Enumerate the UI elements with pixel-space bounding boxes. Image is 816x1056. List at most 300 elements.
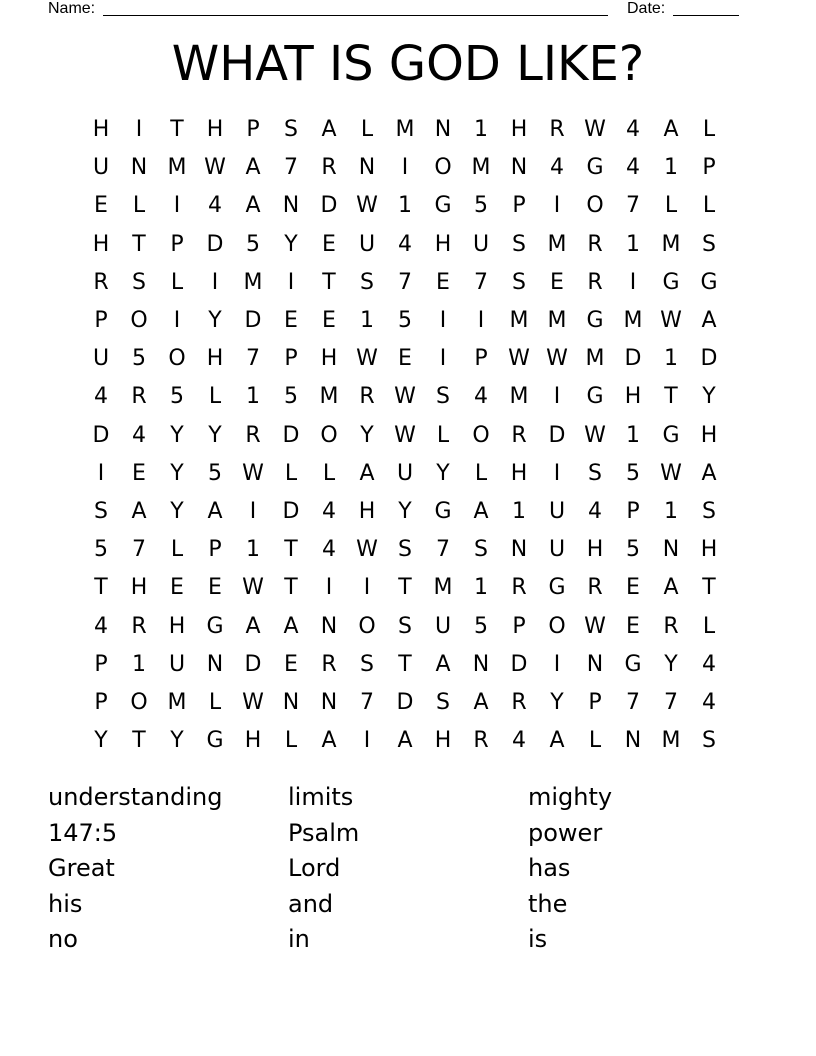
grid-row: [82, 340, 728, 378]
grid-row: [82, 378, 728, 416]
grid-letter: R: [663, 613, 679, 639]
word-list-item: in: [288, 925, 310, 953]
grid-letter: P: [94, 651, 108, 677]
grid-letter: G: [586, 308, 604, 334]
grid-letter: L: [702, 613, 716, 639]
grid-letter: 5: [132, 346, 146, 372]
grid-letter: L: [208, 689, 222, 715]
grid-letter: A: [245, 193, 261, 219]
grid-letter: P: [512, 613, 526, 639]
grid-letter: G: [624, 651, 642, 677]
grid-letter: 4: [208, 193, 222, 219]
grid-letter: N: [358, 155, 376, 181]
word-list-item: mighty: [528, 783, 613, 811]
grid-letter: H: [434, 728, 452, 754]
grid-letter: I: [401, 155, 409, 181]
grid-letter: H: [434, 231, 452, 257]
grid-letter: L: [360, 117, 374, 143]
grid-letter: R: [511, 422, 527, 448]
grid-letter: T: [284, 537, 298, 563]
grid-letter: H: [510, 117, 528, 143]
grid-letter: 7: [132, 537, 146, 563]
grid-letter: 5: [474, 613, 488, 639]
grid-letter: A: [435, 651, 451, 677]
grid-letter: 4: [626, 117, 640, 143]
grid-letter: S: [436, 384, 450, 410]
grid-letter: W: [508, 346, 530, 372]
grid-letter: M: [471, 155, 491, 181]
grid-letter: L: [702, 193, 716, 219]
grid-letter: E: [208, 575, 222, 601]
grid-letter: I: [553, 384, 561, 410]
grid-letter: H: [700, 537, 718, 563]
grid-letter: R: [245, 422, 261, 448]
grid-letter: R: [131, 613, 147, 639]
grid-letter: A: [663, 575, 679, 601]
grid-letter: P: [626, 498, 640, 524]
grid-letter: G: [206, 728, 224, 754]
grid-letter: G: [206, 613, 224, 639]
grid-letter: Y: [170, 728, 184, 754]
grid-letter: S: [512, 269, 526, 295]
word-list-item: the: [528, 889, 568, 918]
grid-letter: 1: [246, 384, 260, 410]
grid-letter: W: [356, 193, 378, 219]
grid-letter: 1: [512, 498, 526, 524]
grid-letter: S: [360, 269, 374, 295]
grid-letter: 1: [474, 575, 488, 601]
grid-letter: N: [472, 651, 490, 677]
grid-letter: I: [325, 575, 333, 601]
grid-letter: R: [93, 269, 109, 295]
grid-letter: E: [170, 575, 184, 601]
grid-letter: L: [664, 193, 678, 219]
grid-letter: O: [320, 422, 338, 448]
grid-letter: I: [629, 269, 637, 295]
grid-letter: P: [208, 537, 222, 563]
word-list-item: is: [528, 925, 548, 953]
grid-letter: 7: [436, 537, 450, 563]
grid-letter: I: [553, 651, 561, 677]
grid-letter: L: [284, 728, 298, 754]
grid-letter: H: [510, 460, 528, 486]
grid-letter: W: [356, 537, 378, 563]
grid-letter: A: [473, 689, 489, 715]
grid-letter: D: [282, 422, 300, 448]
grid-letter: 4: [132, 422, 146, 448]
grid-letter: E: [284, 308, 298, 334]
grid-letter: E: [436, 269, 450, 295]
grid-letter: A: [245, 155, 261, 181]
grid-row: [82, 149, 728, 187]
grid-letter: Y: [398, 498, 412, 524]
grid-letter: R: [473, 728, 489, 754]
word-list-item: his: [48, 889, 83, 918]
grid-letter: O: [130, 308, 148, 334]
grid-letter: D: [624, 346, 642, 372]
grid-letter: H: [92, 231, 110, 257]
grid-letter: N: [510, 155, 528, 181]
grid-letter: Y: [436, 460, 450, 486]
grid-letter: I: [363, 728, 371, 754]
name-blank-line: [103, 0, 608, 16]
grid-letter: H: [92, 117, 110, 143]
grid-letter: D: [244, 308, 262, 334]
grid-letter: 5: [246, 231, 260, 257]
grid-letter: A: [321, 728, 337, 754]
grid-letter: W: [242, 575, 264, 601]
grid-letter: L: [436, 422, 450, 448]
grid-letter: W: [242, 460, 264, 486]
word-list-item: understanding: [48, 783, 223, 811]
grid-letter: A: [207, 498, 223, 524]
grid-letter: R: [511, 689, 527, 715]
grid-letter: M: [623, 308, 643, 334]
grid-letter: M: [243, 269, 263, 295]
word-list-item: 147:5: [48, 818, 118, 847]
grid-letter: N: [434, 117, 452, 143]
grid-letter: R: [131, 384, 147, 410]
grid-letter: I: [439, 346, 447, 372]
grid-letter: 4: [702, 689, 716, 715]
grid-letter: A: [397, 728, 413, 754]
grid-letter: W: [584, 613, 606, 639]
grid-row: [82, 722, 728, 760]
grid-letter: 5: [94, 537, 108, 563]
grid-letter: 4: [512, 728, 526, 754]
grid-letter: R: [321, 155, 337, 181]
grid-letter: S: [588, 460, 602, 486]
grid-letter: P: [588, 689, 602, 715]
grid-letter: S: [474, 537, 488, 563]
grid-letter: T: [398, 651, 412, 677]
grid-letter: I: [439, 308, 447, 334]
grid-letter: I: [553, 193, 561, 219]
grid-letter: R: [321, 651, 337, 677]
grid-letter: P: [170, 231, 184, 257]
grid-letter: H: [586, 537, 604, 563]
grid-letter: E: [132, 460, 146, 486]
grid-letter: G: [586, 155, 604, 181]
grid-letter: U: [92, 346, 110, 372]
grid-letter: 7: [474, 269, 488, 295]
grid-letter: I: [211, 269, 219, 295]
word-list-item: Great: [48, 854, 115, 882]
word-list-item: Psalm: [288, 818, 360, 847]
grid-letter: D: [320, 193, 338, 219]
grid-letter: 4: [550, 155, 564, 181]
grid-letter: 4: [588, 498, 602, 524]
grid-letter: Y: [664, 651, 678, 677]
grid-letter: H: [206, 346, 224, 372]
grid-letter: L: [208, 384, 222, 410]
grid-letter: 1: [626, 231, 640, 257]
grid-letter: A: [131, 498, 147, 524]
word-list-item: and: [288, 889, 334, 918]
grid-letter: G: [548, 575, 566, 601]
grid-letter: 7: [626, 193, 640, 219]
grid-letter: 4: [626, 155, 640, 181]
grid-letter: T: [702, 575, 716, 601]
grid-row: [82, 646, 728, 684]
grid-letter: 5: [474, 193, 488, 219]
grid-letter: 7: [626, 689, 640, 715]
grid-letter: E: [626, 575, 640, 601]
grid-letter: O: [130, 689, 148, 715]
grid-letter: N: [282, 193, 300, 219]
grid-letter: G: [434, 498, 452, 524]
grid-letter: U: [472, 231, 490, 257]
grid-letter: S: [398, 613, 412, 639]
grid-letter: P: [512, 193, 526, 219]
grid-letter: H: [244, 728, 262, 754]
grid-letter: E: [626, 613, 640, 639]
grid-letter: Y: [170, 460, 184, 486]
grid-letter: I: [477, 308, 485, 334]
grid-letter: A: [359, 460, 375, 486]
grid-letter: I: [97, 460, 105, 486]
grid-letter: L: [322, 460, 336, 486]
grid-letter: P: [284, 346, 298, 372]
grid-letter: S: [512, 231, 526, 257]
grid-letter: I: [287, 269, 295, 295]
grid-letter: P: [94, 689, 108, 715]
grid-row: [82, 417, 728, 455]
grid-letter: Y: [94, 728, 108, 754]
grid-letter: R: [359, 384, 375, 410]
grid-letter: I: [173, 308, 181, 334]
grid-letter: D: [206, 231, 224, 257]
grid-letter: H: [206, 117, 224, 143]
grid-letter: T: [132, 728, 146, 754]
grid-row: [82, 607, 728, 645]
grid-letter: T: [284, 575, 298, 601]
grid-letter: S: [94, 498, 108, 524]
grid-letter: I: [135, 117, 143, 143]
grid-letter: N: [206, 651, 224, 677]
word-list-item: limits: [288, 783, 354, 811]
grid-letter: R: [587, 269, 603, 295]
grid-letter: Y: [284, 231, 298, 257]
grid-letter: O: [472, 422, 490, 448]
grid-letter: 1: [246, 537, 260, 563]
grid-letter: G: [662, 269, 680, 295]
grid-letter: 4: [322, 537, 336, 563]
grid-letter: H: [358, 498, 376, 524]
grid-letter: H: [320, 346, 338, 372]
grid-letter: 7: [398, 269, 412, 295]
grid-letter: M: [547, 308, 567, 334]
grid-letter: 7: [246, 346, 260, 372]
grid-letter: W: [394, 422, 416, 448]
grid-letter: 4: [94, 613, 108, 639]
grid-letter: U: [434, 613, 452, 639]
grid-letter: A: [473, 498, 489, 524]
grid-letter: A: [283, 613, 299, 639]
grid-letter: I: [553, 460, 561, 486]
grid-letter: S: [436, 689, 450, 715]
grid-letter: P: [246, 117, 260, 143]
grid-letter: 1: [360, 308, 374, 334]
grid-row: [82, 187, 728, 225]
grid-letter: R: [549, 117, 565, 143]
header-fields: [48, 0, 748, 20]
grid-letter: U: [168, 651, 186, 677]
grid-letter: L: [132, 193, 146, 219]
grid-letter: Y: [208, 422, 222, 448]
grid-letter: S: [702, 231, 716, 257]
grid-letter: W: [394, 384, 416, 410]
grid-letter: O: [586, 193, 604, 219]
grid-letter: H: [624, 384, 642, 410]
grid-letter: T: [322, 269, 336, 295]
grid-letter: L: [702, 117, 716, 143]
grid-letter: N: [586, 651, 604, 677]
grid-letter: 1: [474, 117, 488, 143]
grid-letter: 4: [702, 651, 716, 677]
grid-letter: 4: [94, 384, 108, 410]
grid-letter: Y: [170, 498, 184, 524]
word-list-item: has: [528, 854, 571, 882]
grid-letter: H: [168, 613, 186, 639]
grid-letter: 1: [664, 155, 678, 181]
grid-letter: 7: [284, 155, 298, 181]
grid-letter: S: [702, 498, 716, 524]
grid-letter: A: [321, 117, 337, 143]
word-list: [48, 780, 768, 960]
grid-letter: Y: [550, 689, 564, 715]
grid-letter: E: [322, 308, 336, 334]
grid-letter: U: [92, 155, 110, 181]
grid-letter: W: [660, 308, 682, 334]
grid-row: [82, 493, 728, 531]
grid-letter: 4: [474, 384, 488, 410]
grid-letter: 1: [398, 193, 412, 219]
grid-letter: M: [509, 308, 529, 334]
grid-letter: L: [284, 460, 298, 486]
grid-letter: 4: [322, 498, 336, 524]
grid-letter: M: [433, 575, 453, 601]
grid-letter: 5: [170, 384, 184, 410]
grid-letter: M: [661, 231, 681, 257]
grid-letter: P: [474, 346, 488, 372]
grid-letter: M: [661, 728, 681, 754]
grid-letter: E: [398, 346, 412, 372]
grid-row: [82, 111, 728, 149]
grid-letter: Y: [360, 422, 374, 448]
grid-row: [82, 226, 728, 264]
grid-letter: S: [360, 651, 374, 677]
grid-letter: H: [700, 422, 718, 448]
grid-letter: H: [130, 575, 148, 601]
grid-letter: T: [170, 117, 184, 143]
grid-letter: S: [284, 117, 298, 143]
grid-letter: S: [132, 269, 146, 295]
grid-letter: 1: [664, 498, 678, 524]
grid-row: [82, 531, 728, 569]
grid-letter: D: [548, 422, 566, 448]
grid-letter: A: [701, 308, 717, 334]
grid-letter: M: [585, 346, 605, 372]
grid-letter: D: [282, 498, 300, 524]
grid-row: [82, 455, 728, 493]
grid-letter: I: [249, 498, 257, 524]
page-title: WHAT IS GOD LIKE?: [171, 36, 645, 92]
grid-letter: W: [546, 346, 568, 372]
grid-letter: 4: [398, 231, 412, 257]
grid-letter: Y: [702, 384, 716, 410]
grid-letter: 1: [132, 651, 146, 677]
grid-letter: O: [548, 613, 566, 639]
grid-letter: E: [322, 231, 336, 257]
word-list-item: power: [528, 818, 603, 847]
grid-letter: P: [94, 308, 108, 334]
grid-letter: R: [511, 575, 527, 601]
grid-letter: O: [434, 155, 452, 181]
word-column: [48, 780, 222, 958]
grid-letter: P: [702, 155, 716, 181]
date-label: Date:: [627, 0, 666, 17]
grid-letter: N: [624, 728, 642, 754]
grid-letter: 5: [284, 384, 298, 410]
grid-letter: T: [132, 231, 146, 257]
grid-letter: O: [358, 613, 376, 639]
word-search-grid: [82, 111, 728, 760]
grid-letter: U: [396, 460, 414, 486]
grid-letter: L: [170, 537, 184, 563]
grid-letter: U: [548, 537, 566, 563]
grid-row: [82, 302, 728, 340]
grid-letter: L: [170, 269, 184, 295]
grid-letter: Y: [208, 308, 222, 334]
word-list-item: no: [48, 925, 78, 953]
grid-letter: A: [549, 728, 565, 754]
grid-letter: R: [587, 231, 603, 257]
grid-letter: T: [398, 575, 412, 601]
grid-letter: S: [398, 537, 412, 563]
grid-letter: I: [173, 193, 181, 219]
grid-letter: E: [284, 651, 298, 677]
grid-letter: L: [474, 460, 488, 486]
name-label: Name:: [48, 0, 96, 17]
grid-letter: M: [509, 384, 529, 410]
grid-row: [82, 264, 728, 302]
grid-letter: N: [320, 689, 338, 715]
grid-letter: N: [510, 537, 528, 563]
word-column: [288, 780, 359, 958]
grid-letter: W: [584, 117, 606, 143]
grid-letter: W: [204, 155, 226, 181]
grid-letter: D: [510, 651, 528, 677]
grid-letter: M: [547, 231, 567, 257]
date-blank-line: [673, 0, 739, 16]
grid-letter: U: [358, 231, 376, 257]
grid-letter: 7: [360, 689, 374, 715]
grid-letter: N: [320, 613, 338, 639]
grid-letter: 7: [664, 689, 678, 715]
grid-letter: N: [130, 155, 148, 181]
grid-letter: S: [702, 728, 716, 754]
grid-letter: T: [94, 575, 108, 601]
grid-letter: M: [167, 689, 187, 715]
grid-letter: E: [94, 193, 108, 219]
grid-letter: A: [701, 460, 717, 486]
grid-letter: W: [660, 460, 682, 486]
grid-letter: W: [356, 346, 378, 372]
grid-letter: U: [548, 498, 566, 524]
grid-letter: O: [168, 346, 186, 372]
grid-letter: W: [242, 689, 264, 715]
